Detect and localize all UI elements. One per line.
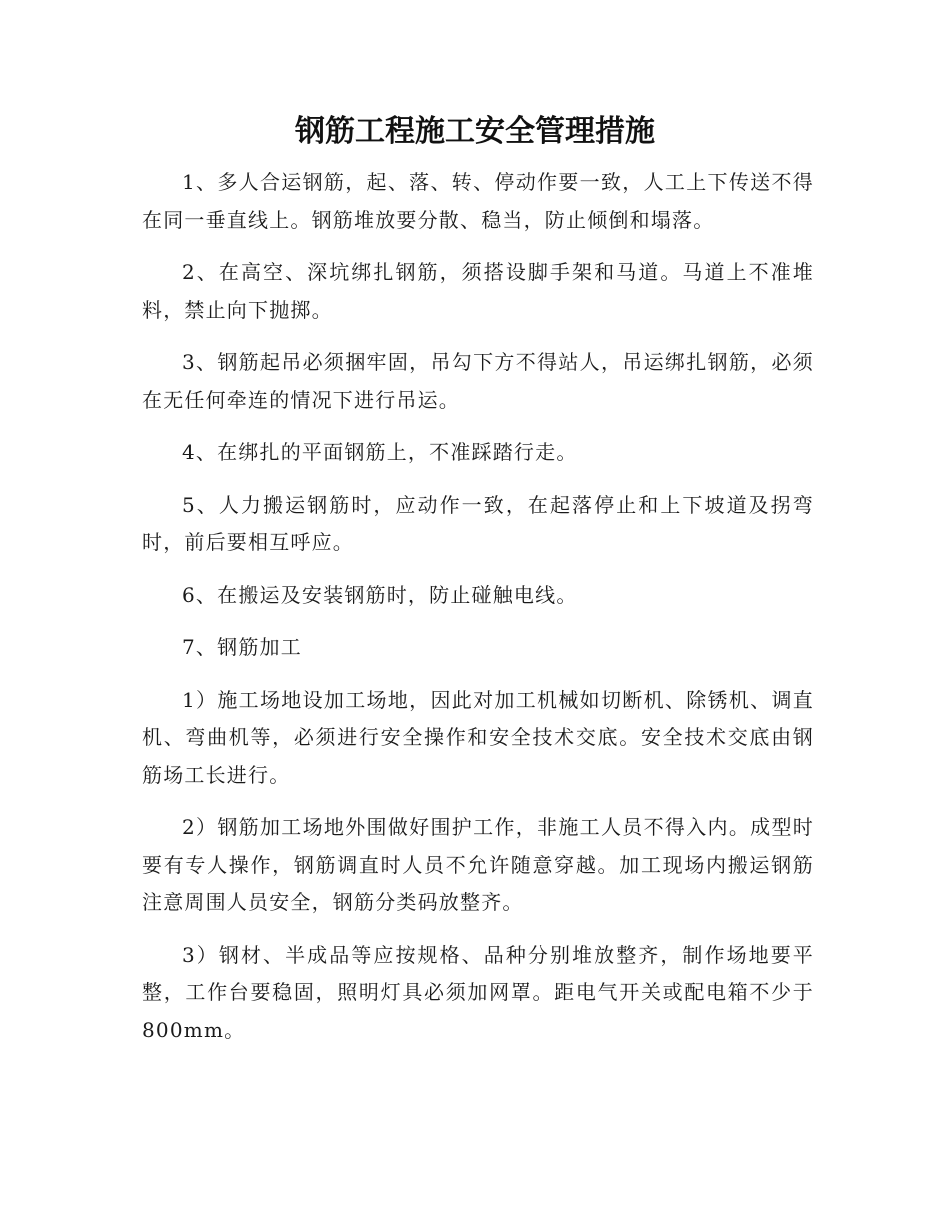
paragraph-1: 1、多人合运钢筋，起、落、转、停动作要一致，人工上下传送不得在同一垂直线上。钢筋堆放要分散、稳当，防止倾倒和塌落。 <box>142 170 814 232</box>
document-body <box>142 164 814 1064</box>
document-title: 钢筋工程施工安全管理措施 <box>295 114 655 149</box>
paragraph-7-1: 1）施工场地设加工场地，因此对加工机械如切断机、除锈机、调直机、弯曲机等，必须进行安全操作和安全技术交底。安全技术交底由钢筋场工长进行。 <box>142 687 814 787</box>
paragraph-7-3: 3）钢材、半成品等应按规格、品种分别堆放整齐，制作场地要平整，工作台要稳固，照明灯具必须加网罩。距电气开关或配电箱不少于800mm。 <box>142 942 814 1042</box>
paragraph-3: 3、钢筋起吊必须捆牢固，吊勾下方不得站人，吊运绑扎钢筋，必须在无任何牵连的情况下进行吊运。 <box>142 350 814 412</box>
section-heading-rebar-processing: 7、钢筋加工 <box>182 635 302 659</box>
paragraph-5: 5、人力搬运钢筋时，应动作一致，在起落停止和上下坡道及拐弯时，前后要相互呼应。 <box>142 492 814 554</box>
paragraph-2: 2、在高空、深坑绑扎钢筋，须搭设脚手架和马道。马道上不准堆料，禁止向下抛掷。 <box>142 260 814 322</box>
paragraph-7-2: 2）钢筋加工场地外围做好围护工作，非施工人员不得入内。成型时要有专人操作，钢筋调直时人员不允许随意穿越。加工现场内搬运钢筋注意周围人员安全，钢筋分类码放整齐。 <box>142 815 814 914</box>
paragraph-4: 4、在绑扎的平面钢筋上，不准踩踏行走。 <box>182 440 578 464</box>
paragraph-6: 6、在搬运及安装钢筋时，防止碰触电线。 <box>182 582 578 607</box>
